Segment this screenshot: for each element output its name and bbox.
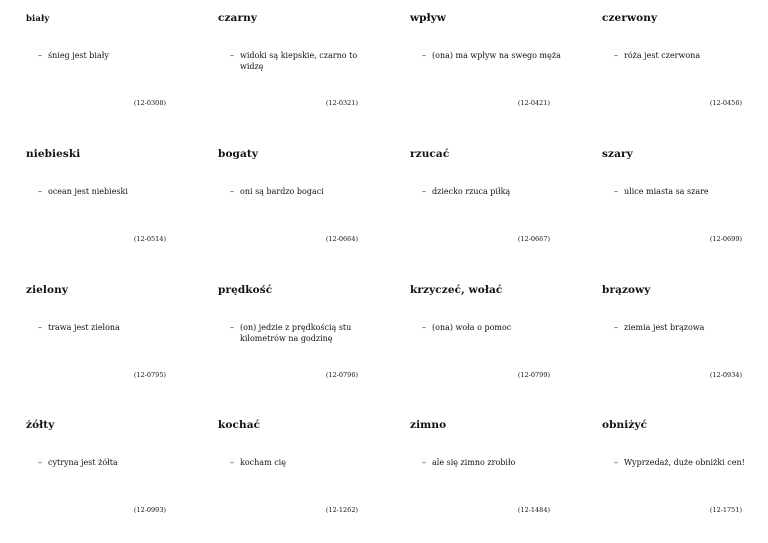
- card-example: [38, 186, 178, 197]
- flashcard-niebieski: [0, 136, 192, 272]
- card-example-text: róża jest czerwona: [624, 51, 701, 60]
- card-word: krzyczeć, wołać: [410, 283, 503, 296]
- card-example: [422, 457, 562, 468]
- card-example-text: ale się zimno zrobiło: [432, 458, 516, 468]
- card-example-text: (on) jedzie z prędkością stu kilometrów na godzinę: [240, 322, 352, 343]
- example-dash: –: [422, 186, 426, 196]
- example-dash: –: [422, 51, 426, 60]
- card-example: [614, 50, 754, 61]
- card-word: kochać: [218, 419, 261, 432]
- card-code: (12-0308): [133, 99, 166, 107]
- example-dash: –: [230, 186, 234, 196]
- card-code: (12-0799): [517, 370, 550, 379]
- example-dash: –: [422, 322, 426, 332]
- card-word: szary: [602, 147, 633, 160]
- card-example-text: Wyprzedaż, duże obniżki cen!: [624, 458, 745, 468]
- flashcard-zimno: [384, 407, 576, 543]
- card-code: (12-0421): [517, 99, 550, 107]
- card-code: (12-0456): [709, 99, 742, 107]
- card-example: [614, 322, 754, 333]
- flashcard-obnizyc: [576, 407, 768, 543]
- example-dash: –: [230, 458, 234, 468]
- card-example-text: dziecko rzuca piłką: [432, 186, 511, 196]
- card-example: [614, 457, 754, 468]
- card-word: żółty: [26, 419, 55, 432]
- card-code: (12-0993): [133, 506, 166, 515]
- card-word: obniżyć: [602, 419, 648, 432]
- card-example-text: trawa jest zielona: [48, 322, 120, 332]
- flashcard-brazowy: [576, 272, 768, 408]
- card-example-text: (ona) woła o pomoc: [432, 322, 512, 332]
- card-code: (12-0796): [325, 370, 358, 379]
- flashcard-szary: [576, 136, 768, 272]
- card-code: (12-1484): [517, 506, 550, 515]
- card-example: [422, 322, 562, 333]
- card-example: [230, 50, 370, 72]
- card-example-text: widoki są kiepskie, czarno to widzę: [240, 51, 358, 71]
- card-example-text: (ona) ma wpływ na swego męża: [432, 51, 561, 60]
- card-example: [230, 457, 370, 468]
- card-code: (12-0664): [325, 234, 358, 243]
- card-word: prędkość: [218, 283, 273, 296]
- card-code: (12-0667): [517, 234, 550, 243]
- example-dash: –: [38, 186, 42, 196]
- example-dash: –: [614, 186, 618, 196]
- card-word: zielony: [26, 283, 69, 296]
- card-word: rzucać: [410, 147, 450, 160]
- flashcard-kochac: [192, 407, 384, 543]
- example-dash: –: [614, 322, 618, 332]
- card-example: [230, 322, 370, 344]
- card-word: zimno: [410, 419, 447, 432]
- flashcard-czarny: [192, 0, 384, 136]
- example-dash: –: [230, 322, 234, 332]
- example-dash: –: [230, 51, 234, 60]
- flashcard-krzyczec: [384, 272, 576, 408]
- card-example-text: ziemia jest brązowa: [624, 322, 705, 332]
- example-dash: –: [38, 51, 42, 60]
- card-example: [422, 186, 562, 197]
- example-dash: –: [422, 458, 426, 468]
- card-code: (12-0699): [709, 234, 742, 243]
- card-code: (12-1262): [325, 506, 358, 515]
- card-word: niebieski: [26, 147, 81, 160]
- card-example-text: śnieg jest biały: [48, 51, 109, 60]
- card-code: (12-0321): [325, 99, 358, 107]
- card-example-text: cytryna jest żółta: [48, 458, 118, 468]
- card-example: [38, 322, 178, 333]
- example-dash: –: [38, 322, 42, 332]
- card-example-text: ocean jest niebieski: [48, 186, 128, 196]
- flashcard-czerwony: [576, 0, 768, 136]
- card-code: (12-1751): [709, 506, 742, 515]
- card-example: [38, 50, 178, 61]
- card-example: [38, 457, 178, 468]
- card-word: bogaty: [218, 147, 259, 160]
- flashcard-predkosc: [192, 272, 384, 408]
- flashcard-zielony: [0, 272, 192, 408]
- example-dash: –: [38, 458, 42, 468]
- card-example: [422, 50, 562, 61]
- flashcard-bialy: [0, 0, 192, 136]
- card-word: wpływ: [410, 12, 447, 24]
- card-example-text: kocham cię: [240, 458, 286, 468]
- card-word: biały: [26, 14, 50, 24]
- flashcard-wplyw: [384, 0, 576, 136]
- card-code: (12-0514): [133, 234, 166, 243]
- card-example-text: oni są bardzo bogaci: [240, 186, 324, 196]
- card-code: (12-0795): [133, 370, 166, 379]
- card-word: czarny: [218, 12, 258, 24]
- card-code: (12-0934): [709, 370, 742, 379]
- flashcard-zolty: [0, 407, 192, 543]
- flashcard-rzucac: [384, 136, 576, 272]
- example-dash: –: [614, 458, 618, 468]
- card-example: [614, 186, 754, 197]
- card-example: [230, 186, 370, 197]
- card-word: brązowy: [602, 283, 651, 296]
- card-word: czerwony: [602, 12, 658, 24]
- flashcard-bogaty: [192, 136, 384, 272]
- example-dash: –: [614, 51, 618, 60]
- card-example-text: ulice miasta sa szare: [624, 186, 709, 196]
